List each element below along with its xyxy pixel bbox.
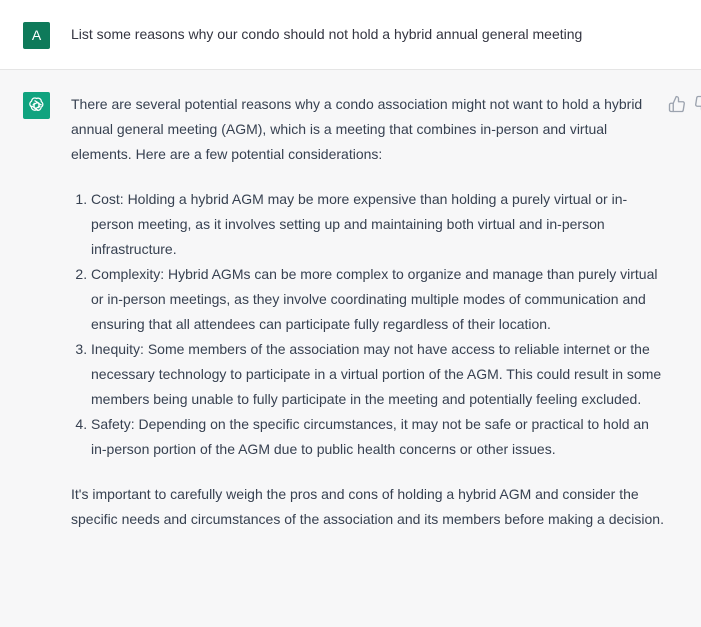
user-message-text: List some reasons why our condo should not hold a hybrid annual general meeting [71, 26, 583, 42]
list-item: 2. Complexity: Hybrid AGMs can be more complex to organize and manage than purely virtual or in-person meetings, as they involve coordinating multiple modes of communication and ensuring that all attendees can participate fully regardless of their location. [91, 262, 666, 337]
feedback-buttons [668, 95, 701, 113]
assistant-answer [71, 92, 666, 532]
list-item: 3. Inequity: Some members of the association may not have access to reliable internet or the necessary technology to participate in a virtual portion of the AGM. This could result in some members being unable to fully participate in the meeting and potentially feeling excluded. [91, 337, 666, 412]
user-message-row [0, 0, 701, 70]
list-item: 1. Cost: Holding a hybrid AGM may be more expensive than holding a purely virtual or in-person meeting, as it involves setting up and maintaining both virtual and in-person infrastructure. [91, 187, 666, 262]
openai-logo-icon [23, 92, 50, 119]
list-item: 4. Safety: Depending on the specific circumstances, it may not be safe or practical to hold an in-person portion of the AGM due to public health concerns or other issues. [91, 412, 666, 462]
answer-conclusion: It's important to carefully weigh the pros and cons of holding a hybrid AGM and consider the specific needs and circumstances of the association and its members before making a decision. [71, 486, 664, 527]
answer-intro: There are several potential reasons why a condo association might not want to hold a hybrid annual general meeting (AGM), which is a meeting that combines in-person and virtual elements. Here are a few potential considerations: [71, 96, 643, 162]
user-avatar: A [23, 22, 50, 49]
thumbs-up-icon[interactable] [668, 95, 686, 113]
thumbs-down-icon[interactable] [694, 95, 701, 113]
assistant-message-row [0, 70, 701, 627]
reasons-list [71, 187, 666, 462]
